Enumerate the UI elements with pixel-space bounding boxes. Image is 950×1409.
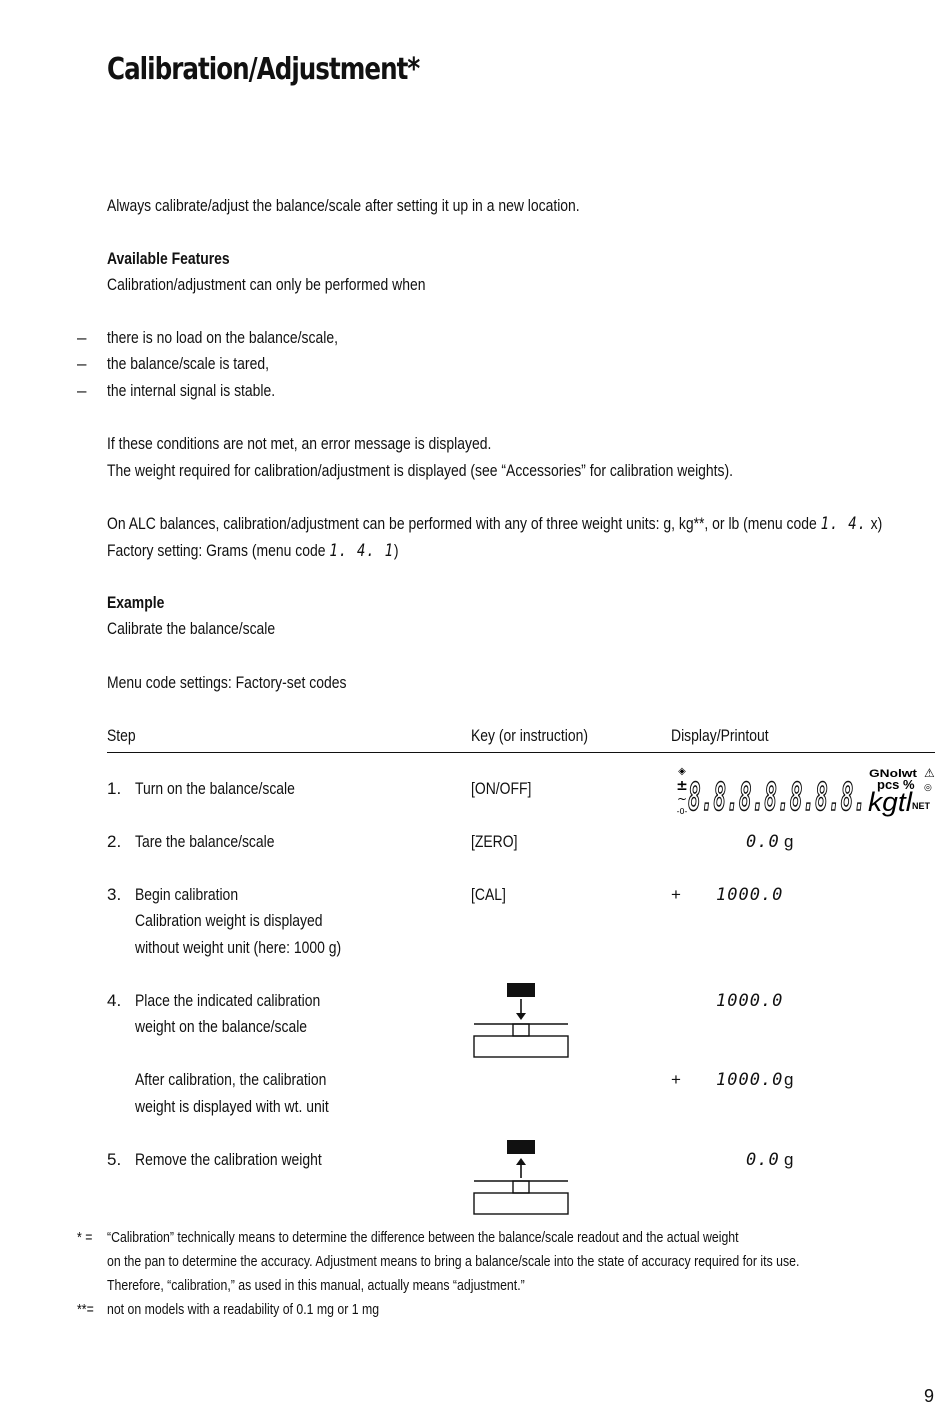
display-value: 1000.0 [716, 991, 784, 1011]
step-number: 4. [107, 991, 122, 1010]
step-description: weight on the balance/scale [135, 1017, 308, 1036]
factory-setting-text: Factory setting: Grams (menu code 1. 4. 1) [107, 541, 399, 561]
display-value: 0.0 [746, 1150, 780, 1170]
footnote-line: Therefore, “calibration,” as used in this manual, actually means “adjustment.” [107, 1277, 525, 1294]
example-text: Calibrate the balance/scale [107, 619, 276, 638]
svg-text:~: ~ [676, 792, 688, 806]
display-value: 1000.0 [716, 885, 784, 905]
step-number: 5. [107, 1150, 122, 1169]
warning-icon: ⚠ [924, 766, 935, 780]
place-weight-icon [472, 983, 572, 1059]
example-heading: Example [107, 593, 165, 612]
key-cal: [CAL] [471, 885, 506, 904]
page-number: 9 [924, 1386, 935, 1406]
bullet: – [77, 381, 87, 400]
footnote-line: “Calibration” technically means to determine the difference between the balance/scale readout and the actual weight [107, 1229, 739, 1246]
weight-text: The weight required for calibration/adjustment is displayed (see “Accessories” for calibration weights). [107, 461, 734, 480]
svg-text:±: ± [676, 778, 688, 794]
net-annunciator: NET [912, 801, 930, 811]
condition-item: the balance/scale is tared, [107, 354, 269, 373]
footnote-mark: * = [77, 1229, 93, 1246]
display-unit: g [784, 1150, 794, 1169]
footnote-mark: **= [77, 1301, 94, 1318]
full-segment-display [672, 763, 937, 818]
digit-segments: 8.8.8.8.8.8.8. [688, 775, 866, 818]
stability-icon: ◈ [678, 766, 686, 777]
step-description: Tare the balance/scale [135, 832, 275, 851]
step-description: Place the indicated calibration [135, 991, 321, 1010]
column-header-display: Display/Printout [671, 726, 769, 745]
alc-text: On ALC balances, calibration/adjustment can be performed with any of three weight units: g, kg**, or lb (menu code 1. 4. x) [107, 514, 883, 534]
menu-code-settings: Menu code settings: Factory-set codes [107, 673, 347, 692]
features-heading: Available Features [107, 249, 230, 268]
condition-item: the internal signal is stable. [107, 381, 276, 400]
display-unit: g [784, 1070, 794, 1089]
column-header-step: Step [107, 726, 136, 745]
display-sign: + [671, 1070, 681, 1089]
step-description: without weight unit (here: 1000 g) [135, 938, 342, 957]
display-unit: g [784, 832, 794, 851]
condition-item: there is no load on the balance/scale, [107, 328, 338, 347]
intro-text: Always calibrate/adjust the balance/scale after setting it up in a new location. [107, 196, 580, 215]
step-number: 1. [107, 779, 122, 798]
column-header-key: Key (or instruction) [471, 726, 588, 745]
step-description: Remove the calibration weight [135, 1150, 322, 1169]
key-on-off: [ON/OFF] [471, 779, 532, 798]
svg-text:-0-: -0- [676, 807, 688, 816]
remove-weight-icon [472, 1140, 572, 1216]
step-description: Calibration weight is displayed [135, 911, 323, 930]
bullet: – [77, 328, 87, 347]
menu-code: 1. 4. 1 [329, 541, 394, 561]
table-header-rule [107, 752, 935, 753]
step-description: Begin calibration [135, 885, 239, 904]
error-text: If these conditions are not met, an error message is displayed. [107, 434, 492, 453]
display-value: 0.0 [746, 832, 780, 852]
footnote-line: not on models with a readability of 0.1 mg or 1 mg [107, 1301, 380, 1318]
weight-units: kgtl [868, 787, 914, 817]
page-title: Calibration/Adjustment* [107, 52, 420, 87]
step-description: Turn on the balance/scale [135, 779, 295, 798]
target-icon: ◎ [924, 783, 932, 793]
display-sign: + [671, 885, 681, 904]
display-value: 1000.0 [716, 1070, 784, 1090]
key-zero: [ZERO] [471, 832, 518, 851]
pcs-percent-annunciator: pcs % [877, 777, 915, 792]
unit-annunciator: GNolwt [869, 768, 918, 780]
features-text: Calibration/adjustment can only be performed when [107, 275, 426, 294]
bullet: – [77, 354, 87, 373]
step-number: 3. [107, 885, 122, 904]
step-description: After calibration, the calibration [135, 1070, 327, 1089]
menu-code: 1. 4. [820, 514, 867, 534]
step-number: 2. [107, 832, 122, 851]
step-description: weight is displayed with wt. unit [135, 1097, 329, 1116]
footnote-line: on the pan to determine the accuracy. Adjustment means to bring a balance/scale into the state of accuracy required for its use. [107, 1253, 800, 1270]
